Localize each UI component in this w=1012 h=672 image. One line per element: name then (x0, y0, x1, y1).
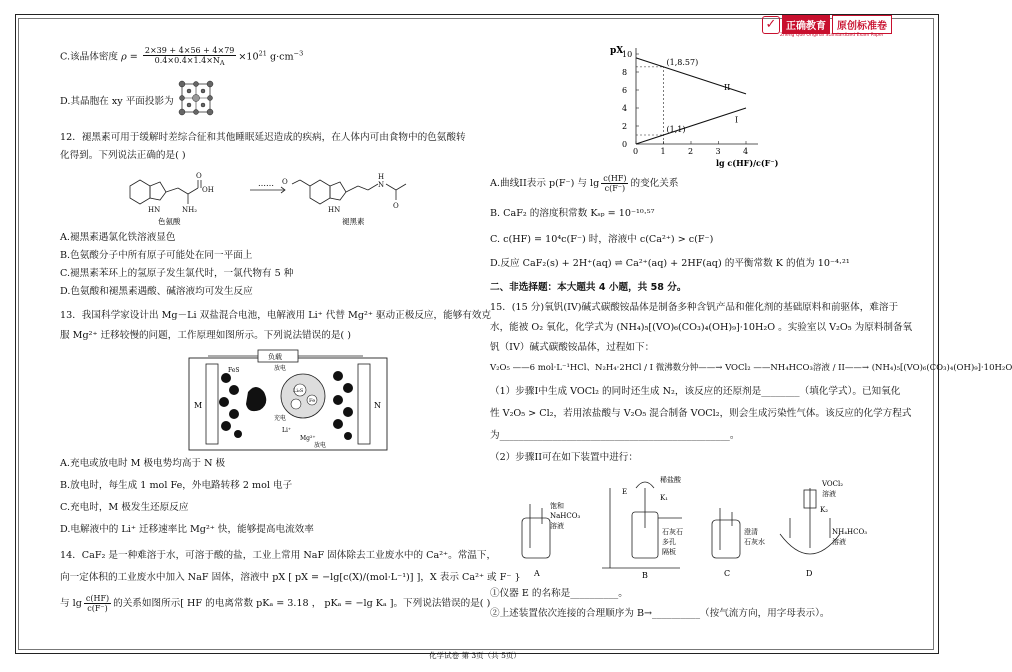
app-c-letter: C (724, 569, 731, 578)
q14-option-a: A.曲线II表示 p(F⁻) 与 lg $\frac{c(HF)}{c(F^-)}$ 的变化关系 (490, 174, 679, 193)
q14-option-d: D.反应 CaF₂(s) + 2H⁺(aq) ⇌ Ca²⁺(aq) + 2HF(aq) 的平衡常数 K 的值为 10⁻⁴·²¹ (490, 258, 850, 269)
battery-diagram (188, 348, 388, 452)
svg-text:NH₂: NH₂ (182, 206, 198, 214)
app-nh-label-2: 溶液 (832, 538, 846, 546)
melatonin-label: 褪黑素 (342, 217, 365, 226)
app-a-label-1: 饱和 (550, 502, 564, 510)
logo-tag: 原创标准卷 (832, 15, 892, 34)
annotation-point-1: (1,8.57) (666, 57, 699, 67)
svg-text:HN: HN (148, 206, 161, 214)
logo-english: Zheng Que Original Standardized Exam Paper (780, 33, 884, 38)
svg-text:O: O (196, 172, 202, 180)
q12-option-b: B.色氨酸分子中所有原子可能处在同一平面上 (60, 250, 253, 261)
x-tick-label: 0 (633, 147, 639, 156)
y-tick-label: 8 (622, 68, 628, 77)
q13-option-d: D.电解液中的 Li⁺ 迁移速率比 Mg²⁺ 快，能够提高电流效率 (60, 524, 314, 535)
x-tick-label: 1 (660, 147, 666, 156)
px-chart (608, 44, 779, 168)
y-tick-label: 0 (622, 140, 628, 149)
svg-text:O: O (393, 202, 399, 210)
svg-text:HN: HN (328, 206, 341, 214)
app-a-label-2: NaHCO₃ (550, 512, 581, 520)
y-tick-label: 6 (622, 86, 628, 95)
electrode-m-label: M (194, 401, 203, 410)
publisher-logo (762, 15, 892, 38)
q14-stem-line1: 14．CaF₂ 是一种难溶于水，可溶于酸的盐，工业上常用 NaF 固体除去工业废水中的 Ca²⁺。常温下， (60, 550, 497, 561)
annotation-point-2: (1,1) (666, 125, 686, 134)
q15-part1-line1: （1）步骤I中生成 VOCl₂ 的同时还生成 N₂，该反应的还原剂是________（填化学式）。已知氧化 (490, 386, 901, 397)
y-axis-label: pX (610, 46, 624, 56)
q15-part1-line3: 为________________________________________________。 (490, 430, 740, 441)
battery-load-label: 负载 (268, 353, 282, 361)
app-hcl-label: 稀盐酸 (660, 476, 681, 484)
q15-stem-line3: 钒（IV）碱式碳酸铵晶体，过程如下： (490, 342, 655, 353)
q15-flow: V₂O₅ ——6 mol·L⁻¹HCl、N₂H₄·2HCl / I 微沸数分钟——→ VOCl₂ ——NH₄HCO₃溶液 / II——→ (NH₄)₅[(VO)₆(CO₃)₄(OH)₉]·10H₂O (490, 363, 1012, 373)
app-voc-label-1: VOCl₂ (822, 480, 844, 488)
x-axis-label: lg c(HF)/c(F⁻) (716, 158, 779, 168)
check-icon: ✓ (762, 16, 780, 34)
mg-ion-label: Mg²⁺ (300, 435, 316, 442)
fes-label: FeS (228, 367, 240, 374)
x-tick-label: 4 (743, 147, 749, 156)
apparatus-diagram (510, 468, 890, 580)
tryptophan-label: 色氨酸 (158, 217, 181, 226)
q13-option-a: A.充电或放电时 M 极电势均高于 N 极 (60, 458, 226, 469)
q14-stem-line3: 与 lg $\frac{c(HF)}{c(F^-)}$ 的关系如图所示[ HF 的电离常数 pKₐ = 3.18 ， pKₐ = −lg Kₐ ]。下列说法错误的是( ) (60, 594, 491, 613)
tryptophan-melatonin-structures (120, 168, 420, 226)
section-2-heading: 二、非选择题：本大题共 4 小题，共 58 分。 (490, 282, 687, 293)
discharge-label-2: 放电 (314, 442, 327, 449)
app-k1-label: K₁ (660, 494, 669, 502)
q12-option-c: C.褪黑素苯环上的氢原子发生氯代时，一氯代物有 5 种 (60, 268, 294, 279)
q12-option-a: A.褪黑素遇氯化铁溶液显色 (60, 232, 176, 243)
app-b-letter: B (642, 571, 648, 580)
app-voc-label-2: 溶液 (822, 490, 836, 498)
electrode-n-label: N (374, 401, 381, 410)
logo-name: 正确教育 (782, 15, 830, 34)
app-c-label-1: 澄清 (744, 528, 758, 536)
q15-part2-heading: （2）步骤II可在如下装置中进行： (490, 452, 638, 463)
q11-option-c: C.该晶体密度 ρ = $\frac{2\times 39 + 4\times 56 + 4\times 79}{0.4\times 0.4\times 1.4\times N_A}$ $\times 10^{21}$ $g\cdot cm^{-3}$ (60, 46, 304, 67)
series-label-II: II (724, 83, 731, 92)
app-a-label-3: 溶液 (550, 522, 564, 530)
svg-text:H: H (378, 173, 385, 181)
q11-option-d: D.其晶胞在 xy 平面投影为 (60, 96, 174, 107)
x-tick-label: 2 (688, 147, 694, 156)
arrow-dots: …… (258, 179, 274, 188)
q12-option-d: D.色氨酸和褪黑素遇酸、碱溶液均可发生反应 (60, 286, 253, 297)
series-line-I (636, 108, 746, 144)
crystal-projection-figure (178, 80, 214, 116)
q13-stem-line2: 服 Mg²⁺ 迁移较慢的问题，工作原理如图所示。下列说法错误的是( ) (60, 330, 351, 341)
app-k2-label: K₂ (820, 506, 829, 514)
q13-option-b: B.放电时，每生成 1 mol Fe，外电路转移 2 mol 电子 (60, 480, 293, 491)
fe-label: Fe (309, 398, 316, 404)
svg-text:N: N (378, 181, 385, 189)
q14-option-b: B. CaF₂ 的溶度积常数 Kₛₚ = 10⁻¹⁰·⁵⁷ (490, 208, 655, 219)
discharge-label: 放电 (274, 365, 287, 372)
app-d-letter: D (806, 569, 813, 578)
y-tick-label: 10 (622, 50, 633, 59)
app-stone-label-1: 石灰石 (662, 528, 683, 536)
app-e-label: E (622, 488, 628, 496)
q15-part1-line2: 性 V₂O₅ > Cl₂，若用浓盐酸与 V₂O₅ 混合制备 VOCl₂，则会生成污染性气体。该反应的化学方程式 (490, 408, 912, 419)
page-footer: 化学试卷 第 3页（共 5页） (429, 651, 521, 660)
x-tick-label: 3 (715, 147, 721, 156)
app-c-label-2: 石灰水 (744, 538, 765, 546)
li-ion-label: Li⁺ (282, 427, 292, 434)
y-tick-label: 4 (622, 104, 628, 113)
q14-stem-line2: 向一定体积的工业废水中加入 NaF 固体，溶液中 pX [ pX = −lg[c(X)/(mol·L⁻¹)] ]，X 表示 Ca²⁺ 或 F⁻ } (60, 572, 521, 583)
app-stone-label-2: 多孔 (662, 538, 676, 546)
app-nh-label-1: NH₄HCO₃ (832, 528, 868, 536)
charge-label: 充电 (274, 415, 287, 422)
q12-stem-line1: 12．褪黑素可用于缓解时差综合征和其他睡眠延迟造成的疾病，在人体内可由食物中的色氨酸转 (60, 132, 466, 143)
li2s-label: Li₂S (293, 388, 304, 394)
q13-stem-line1: 13．我国科学家设计出 Mg－Li 双盐混合电池，电解液用 Li⁺ 代替 Mg²⁺ 驱动正极反应，能够有效克 (60, 310, 492, 321)
y-tick-label: 2 (622, 122, 628, 131)
svg-text:OH: OH (202, 186, 214, 194)
q15-stem-line2: 水，能被 O₂ 氧化，化学式为 (NH₄)₅[(VO)₆(CO₃)₄(OH)₉]·10H₂O 。实验室以 V₂O₅ 为原料制备氧 (490, 322, 913, 333)
q15-part2-ii: ②上述装置依次连接的合理顺序为 B→__________（按气流方向，用字母表示）。 (490, 608, 830, 619)
app-a-letter: A (534, 569, 540, 578)
q15-stem-line1: 15．(15 分)氧钒(IV)碱式碳酸铵晶体是制备多种含钒产品和催化剂的基础原料和前驱体，难溶于 (490, 302, 899, 313)
q12-stem-line2: 化得到。下列说法正确的是( ) (60, 150, 186, 161)
q15-part2-i: ①仪器 E 的名称是__________。 (490, 588, 628, 599)
q14-option-c: C. c(HF) = 10⁴c(F⁻) 时，溶液中 c(Ca²⁺) > c(F⁻) (490, 234, 714, 245)
app-stone-label-3: 隔板 (662, 548, 676, 556)
svg-text:O: O (282, 178, 288, 186)
series-label-I: I (735, 115, 739, 125)
q13-option-c: C.充电时，M 极发生还原反应 (60, 502, 189, 513)
